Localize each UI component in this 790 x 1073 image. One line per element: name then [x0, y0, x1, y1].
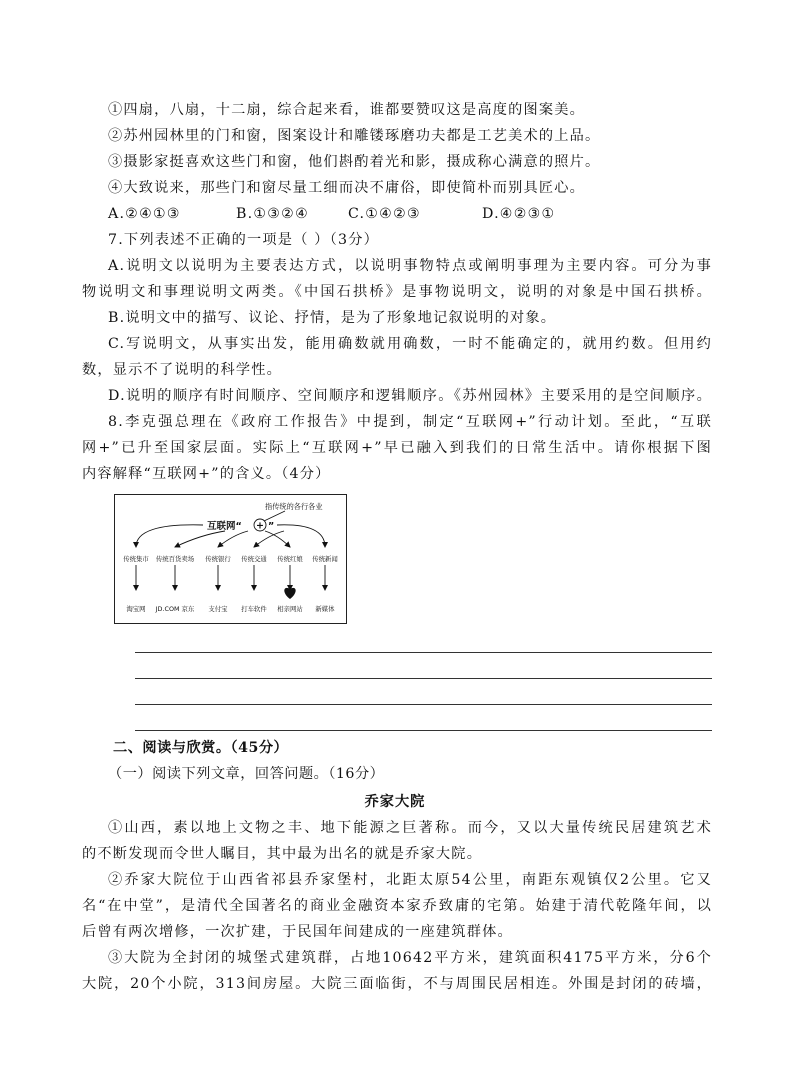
q8-line-2: 网+”已升至国家层面。实际上“互联网+”早已融入到我们的日常生活中。请你根据下图	[82, 440, 712, 456]
diagram-top-arrow-3	[218, 531, 248, 547]
diagram-top-label-3: 传统银行	[205, 555, 231, 563]
q6-sentence-1: ①四扇，八扇，十二扇，综合起来看，谁都要赞叹这是高度的图案美。	[108, 102, 586, 118]
q6-option-a: A.②④①③	[108, 206, 181, 222]
q6-option-b: B.①③②④	[236, 206, 310, 222]
answer-line-3[interactable]	[135, 704, 712, 705]
q6-sentence-4: ④大致说来，那些门和窗尽量工细而决不庸俗，即使简朴而别具匠心。	[108, 180, 586, 196]
article-p2-line3: 后曾有两次增修，一次扩建，于民国年间建成的一座建筑群体。	[82, 924, 513, 940]
q7-option-d: D.说明的顺序有时间顺序、空间顺序和逻辑顺序。《苏州园林》主要采用的是空间顺序。	[108, 388, 712, 404]
diagram-top-label-1: 传统集市	[123, 555, 149, 563]
diagram-bottom-label-6: 新媒体	[315, 605, 335, 613]
diagram-bottom-label-2: JD.COM 京东	[155, 605, 195, 613]
diagram-top-label-2: 传统百货卖场	[155, 555, 195, 563]
q7-option-a-line1: A.说明文以说明为主要表达方式，以说明事物特点或阐明事理为主要内容。可分为事	[108, 258, 712, 274]
q7-option-c-line1: C.写说明文，从事实出发，能用确数就用确数，一时不能确定的，就用约数。但用约	[108, 336, 712, 352]
q6-sentence-2: ②苏州园林里的门和窗，图案设计和雕镂琢磨功夫都是工艺美术的上品。	[108, 128, 601, 144]
diagram-center-prefix: 互联网“	[207, 521, 242, 532]
internet-plus-diagram	[114, 494, 347, 624]
diagram-center-suffix: ”	[268, 521, 275, 532]
q7-option-b: B.说明文中的描写、议论、抒情，是为了形象地记叙说明的对象。	[108, 310, 557, 326]
section-2-subheading: （一）阅读下列文章，回答问题。（16分）	[108, 766, 385, 782]
diagram-callout-pointer	[264, 511, 285, 521]
diagram-top-label-6: 传统新闻	[312, 555, 338, 563]
diagram-top-labels	[123, 554, 338, 563]
diagram-bottom-label-3: 支付宝	[208, 605, 228, 613]
q7-stem: 7.下列表述不正确的一项是（ ）（3分）	[108, 232, 379, 248]
diagram-svg	[115, 495, 348, 625]
diagram-top-arrow-6	[277, 525, 325, 547]
diagram-top-label-4: 传统交通	[241, 555, 267, 563]
article-title: 乔家大院	[364, 794, 426, 810]
diagram-callout-label: 指传统的各行各业	[265, 502, 323, 511]
heart-icon	[284, 588, 295, 599]
diagram-bottom-label-5: 相亲网站	[277, 605, 303, 613]
answer-line-1[interactable]	[135, 652, 712, 653]
article-p3-line1: ③大院为全封闭的城堡式建筑群，占地10642平方米，建筑面积4175平方米，分6个	[108, 950, 712, 966]
diagram-bottom-arrows	[136, 565, 325, 599]
q6-option-d: D.④②③①	[482, 206, 556, 222]
answer-line-2[interactable]	[135, 678, 712, 679]
diagram-top-arrow-1	[136, 525, 203, 547]
answer-line-4[interactable]	[135, 730, 712, 731]
section-2-heading: 二、阅读与欣赏。（45分）	[113, 740, 289, 756]
article-p1-line1: ①山西，素以地上文物之丰、地下能源之巨著称。而今，又以大量传统民居建筑艺术	[108, 820, 712, 836]
q6-option-c: C.①④②③	[348, 206, 421, 222]
diagram-bottom-label-4: 打车软件	[241, 605, 267, 613]
q6-sentence-3: ③摄影家挺喜欢这些门和窗，他们斟酌着光和影，摄成称心满意的照片。	[108, 154, 601, 170]
diagram-top-arrow-2	[175, 531, 225, 547]
q8-line-1: 8.李克强总理在《政府工作报告》中提到，制定“互联网+”行动计划。至此，“互联	[108, 414, 712, 430]
article-p3-line2: 大院，20个小院，313间房屋。大院三面临街，不与周围民居相连。外围是封闭的砖墙，	[82, 976, 712, 992]
diagram-top-arrow-4	[254, 531, 284, 547]
diagram-top-label-5: 传统红娘	[277, 555, 303, 563]
article-p1-line2: 的不断发现而令世人瞩目，其中最为出名的就是乔家大院。	[82, 846, 483, 862]
diagram-bottom-labels	[126, 604, 335, 613]
q7-option-c-line2: 数，显示不了说明的科学性。	[82, 362, 283, 378]
q7-option-a-line2: 物说明文和事理说明文两类。《中国石拱桥》是事物说明文，说明的对象是中国石拱桥。	[82, 284, 712, 300]
diagram-bottom-label-1: 淘宝网	[126, 605, 146, 613]
article-p2-line2: 名“在中堂”，是清代全国著名的商业金融资本家乔致庸的宅第。始建于清代乾隆年间，以	[82, 898, 712, 914]
q8-line-3: 内容解释“互联网+”的含义。（4分）	[82, 466, 331, 482]
article-p2-line1: ②乔家大院位于山西省祁县乔家堡村，北距太原54公里，南距东观镇仅2公里。它又	[108, 872, 712, 888]
diagram-center-plus: +	[256, 520, 264, 532]
q6-options	[108, 201, 712, 227]
